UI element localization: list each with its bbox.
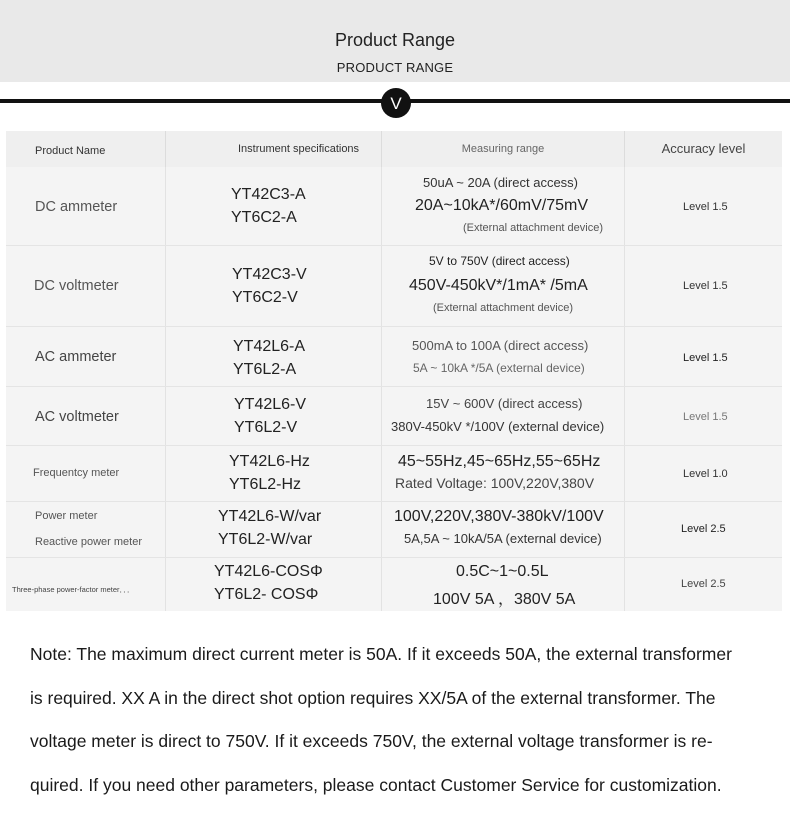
- range-direct: 500mA to 100A (direct access): [412, 338, 589, 353]
- product-name: Frequentcy meter: [33, 467, 120, 479]
- table-row: [6, 446, 782, 502]
- range-direct: 100V,220V,380V-380kV/100V: [394, 508, 604, 525]
- table-row: [6, 167, 782, 246]
- spec-model: YT6C2-V: [232, 289, 298, 306]
- note-line: voltage meter is direct to 750V. If it exceeds 750V, the external voltage transformer is re-: [30, 731, 713, 751]
- spec-model: YT6C2-A: [231, 209, 297, 226]
- note-line: is required. XX A in the direct shot option requires XX/5A of the external transformer. The: [30, 687, 716, 708]
- column-header-product-name: Product Name: [35, 145, 106, 157]
- spec-model: YT6L2- COSΦ: [214, 586, 319, 603]
- product-name: Power meter: [35, 510, 98, 522]
- column-header-specifications: Instrument specifications: [238, 143, 360, 155]
- accuracy-level: Level 1.5: [683, 280, 728, 292]
- product-name: AC voltmeter: [35, 409, 119, 425]
- column-header-accuracy: Accuracy level: [661, 141, 746, 156]
- spec-model: YT6L2-V: [234, 419, 298, 436]
- spec-model: YT42L6-Hz: [229, 453, 310, 470]
- product-range-table: [6, 131, 782, 611]
- page-subtitle: PRODUCT RANGE: [336, 60, 454, 75]
- note-text: [30, 633, 770, 807]
- range-direct: 50uA ~ 20A (direct access): [423, 175, 579, 190]
- table-row: [6, 558, 782, 611]
- range-note: (External attachment device): [433, 302, 574, 314]
- spec-model: YT6L2-W/var: [218, 531, 313, 548]
- spec-model: YT42L6-A: [233, 338, 306, 355]
- range-external: 100V 5A ，380V 5A: [433, 591, 576, 608]
- accuracy-level: Level 1.5: [683, 352, 728, 364]
- spec-model: YT42C3-V: [232, 266, 307, 283]
- product-name: Three-phase power-factor meter．．．: [12, 585, 135, 594]
- spec-model: YT42C3-A: [231, 186, 306, 203]
- table-row: [6, 502, 782, 558]
- range-rated-voltage: Rated Voltage: 100V,220V,380V: [395, 475, 595, 491]
- range-external: 5A,5A ~ 10kA/5A (external device): [404, 531, 602, 546]
- range-direct: 0.5C~1~0.5L: [456, 563, 549, 580]
- accuracy-level: Level 2.5: [681, 578, 726, 590]
- note-line: quired. If you need other parameters, please contact Customer Service for customization.: [30, 774, 722, 795]
- spec-model: YT6L2-A: [233, 361, 297, 378]
- range-external: 5A ~ 10kA */5A (external device): [413, 361, 585, 375]
- spec-model: YT42L6-W/var: [218, 508, 322, 525]
- table-row: [6, 387, 782, 446]
- table-row: [6, 327, 782, 387]
- column-header-measuring-range: Measuring range: [461, 143, 545, 155]
- accuracy-level: Level 1.5: [683, 201, 728, 213]
- range-direct: 15V ~ 600V (direct access): [426, 396, 583, 411]
- product-name: Reactive power meter: [35, 536, 142, 548]
- range-direct: 5V to 750V (direct access): [429, 254, 570, 268]
- range-external: 380V-450kV */100V (external device): [391, 419, 605, 434]
- spec-model: YT42L6-V: [234, 396, 307, 413]
- note-line: Note: The maximum direct current meter is 50A. If it exceeds 50A, the external transformer: [30, 644, 732, 664]
- chevron-down-icon: V: [381, 88, 411, 118]
- accuracy-level: Level 2.5: [681, 523, 726, 535]
- spec-model: YT42L6-COSΦ: [214, 563, 323, 580]
- range-external: 20A~10kA*/60mV/75mV: [415, 197, 588, 214]
- table-header-row: [6, 131, 782, 167]
- accuracy-level: Level 1.0: [683, 468, 728, 480]
- accuracy-level: Level 1.5: [683, 411, 728, 423]
- range-note: (External attachment device): [463, 222, 604, 234]
- page-title: Product Range: [334, 30, 456, 50]
- page-header: [0, 0, 790, 82]
- spec-model: YT6L2-Hz: [229, 476, 302, 493]
- product-name: DC ammeter: [35, 199, 118, 215]
- range-direct: 45~55Hz,45~65Hz,55~65Hz: [398, 453, 601, 470]
- table-row: [6, 246, 782, 327]
- range-external: 450V-450kV*/1mA* /5mA: [409, 277, 588, 294]
- product-name: DC voltmeter: [34, 278, 119, 294]
- product-name: AC ammeter: [35, 349, 117, 365]
